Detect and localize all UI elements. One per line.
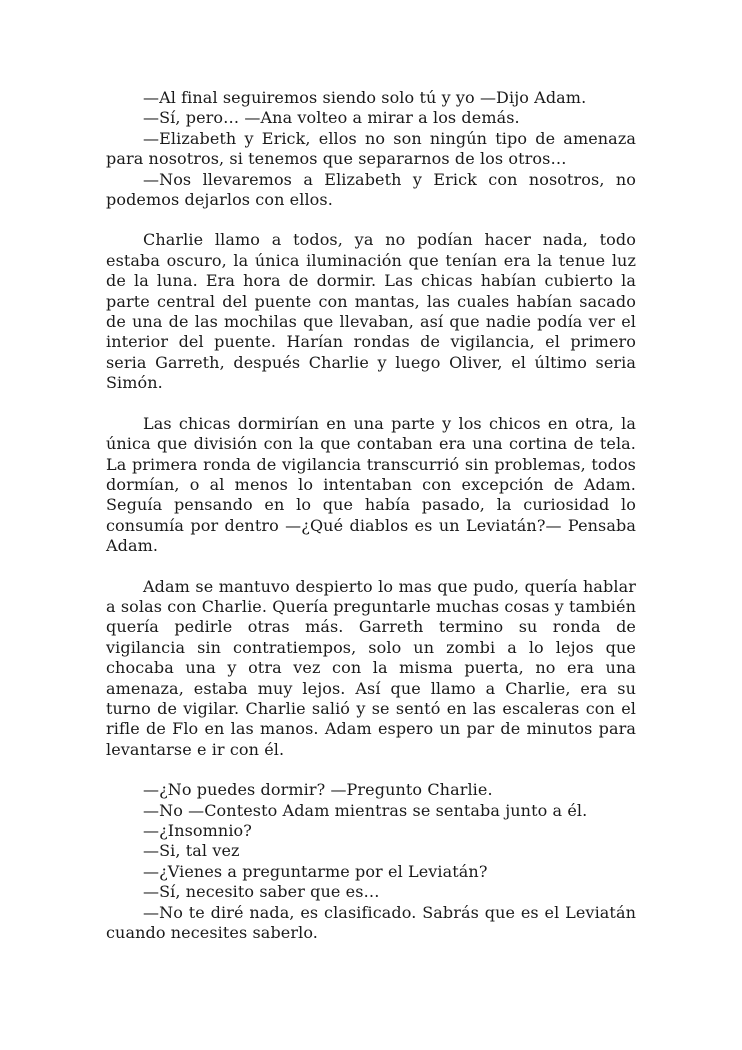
paragraph-text: Las chicas dormirían en una parte y los chicos en otra, la única que división con la que contaban era una cortina de tela. La primera ronda de vigilancia transcurrió sin problemas, todos dormían, o al menos lo intentaban con excepción de Adam. Seguía pensando en lo que había pasado, la curiosidad lo consumía por dentro —¿Qué diablos es un Leviatán?— Pensaba Adam.	[106, 413, 636, 556]
paragraph-text: Charlie llamo a todos, ya no podían hacer nada, todo estaba oscuro, la única iluminación que tenían era la tenue luz de la luna. Era hora de dormir. Las chicas habían cubierto la parte central del puente con mantas, las cuales habían sacado de una de las mochilas que llevaban, así que nadie podía ver el interior del puente. Harían rondas de vigilancia, el primero seria Garreth, después Charlie y luego Oliver, el último seria Simón.	[106, 230, 636, 393]
paragraph-text: Adam se mantuvo despierto lo mas que pudo, quería hablar a solas con Charlie. Quería preguntarle muchas cosas y también quería pedirle otras más. Garreth termino su ronda de vigilancia sin contratiempos, solo un zombi a lo lejos que chocaba una y otra vez con la misma puerta, no era una amenaza, estaba muy lejos. Así que llamo a Charlie, era su turno de vigilar. Charlie salió y se sentó en las escaleras con el rifle de Flo en las manos. Adam espero un par de minutos para levantarse e ir con él.	[106, 576, 636, 759]
paragraph-line: —Sí, pero… —Ana volteo a mirar a los demás.	[143, 108, 520, 128]
paragraph-line: —¿No puedes dormir? —Pregunto Charlie.	[143, 780, 493, 800]
paragraph-line: —No —Contesto Adam mientras se sentaba junto a él.	[143, 800, 588, 820]
dialogue-block-2	[106, 780, 636, 943]
document-page	[106, 88, 636, 943]
dialogue-block-1	[106, 88, 636, 210]
paragraph-3	[106, 414, 636, 557]
paragraph-line: —Nos llevaremos a Elizabeth y Erick con nosotros, no podemos dejarlos con ellos.	[106, 169, 636, 210]
paragraph-line: —¿Insomnio?	[143, 821, 252, 840]
paragraph-line: —Sí, necesito saber que es…	[143, 882, 380, 902]
paragraph-line: —No te diré nada, es clasificado. Sabrás que es el Leviatán cuando necesites saberlo.	[106, 902, 636, 943]
paragraph-2	[106, 230, 636, 393]
paragraph-line: —Si, tal vez	[143, 841, 240, 861]
paragraph-line: —¿Vienes a preguntarme por el Leviatán?	[143, 861, 488, 881]
paragraph-4	[106, 577, 636, 761]
paragraph-line: —Elizabeth y Erick, ellos no son ningún tipo de amenaza para nosotros, si tenemos que separarnos de los otros…	[106, 128, 636, 169]
paragraph-line: —Al final seguiremos siendo solo tú y yo —Dijo Adam.	[143, 88, 587, 107]
